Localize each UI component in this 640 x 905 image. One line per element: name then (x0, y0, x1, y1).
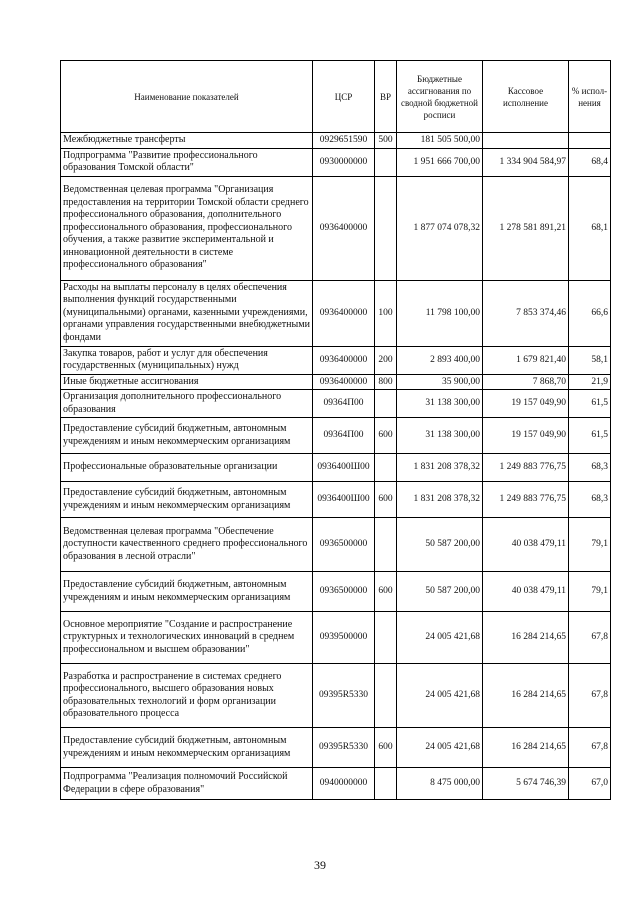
row-cash: 1 679 821,40 (483, 346, 569, 374)
table-row (61, 346, 611, 374)
row-name: Ведомственная целевая программа "Обеспечение доступности качественного среднего профессионального образования в лесной отрасли" (61, 518, 313, 572)
row-name: Разработка и распространение в системах среднего профессионального, высшего образования новых образовательных технологий и форм организации образовательного процесса (61, 664, 313, 728)
table-row (61, 148, 611, 176)
table-row (61, 728, 611, 768)
table-row (61, 454, 611, 482)
row-budget: 181 505 500,00 (397, 133, 483, 149)
row-percent: 67,8 (569, 728, 611, 768)
row-vr: 100 (375, 280, 397, 346)
row-csr: 0930000000 (313, 148, 375, 176)
table-row (61, 482, 611, 518)
row-percent: 68,3 (569, 454, 611, 482)
row-cash (483, 133, 569, 149)
row-vr (375, 454, 397, 482)
row-percent: 67,8 (569, 612, 611, 664)
row-budget: 1 831 208 378,32 (397, 482, 483, 518)
row-csr: 09364П00 (313, 418, 375, 454)
row-budget: 1 831 208 378,32 (397, 454, 483, 482)
row-csr: 0936400000 (313, 176, 375, 280)
row-cash: 16 284 214,65 (483, 728, 569, 768)
row-csr: 09395R5330 (313, 664, 375, 728)
header-csr: ЦСР (313, 61, 375, 133)
row-vr (375, 768, 397, 800)
table-row (61, 518, 611, 572)
row-vr: 600 (375, 728, 397, 768)
row-percent: 79,1 (569, 572, 611, 612)
row-budget: 2 893 400,00 (397, 346, 483, 374)
row-percent: 58,1 (569, 346, 611, 374)
table-row (61, 418, 611, 454)
table-row (61, 176, 611, 280)
row-budget: 1 951 666 700,00 (397, 148, 483, 176)
row-cash: 1 334 904 584,97 (483, 148, 569, 176)
row-csr: 0936400Ш00 (313, 482, 375, 518)
row-percent (569, 133, 611, 149)
row-name: Предоставление субсидий бюджетным, автономным учреждениям и иным некоммерческим организациям (61, 728, 313, 768)
row-name: Подпрограмма "Реализация полномочий Российской Федерации в сфере образования" (61, 768, 313, 800)
row-cash: 7 868,70 (483, 374, 569, 390)
row-name: Подпрограмма "Развитие профессионального образования Томской области" (61, 148, 313, 176)
row-csr: 0936400000 (313, 280, 375, 346)
header-budget: Бюджетные ассигнования по сводной бюджетной росписи (397, 61, 483, 133)
row-budget: 24 005 421,68 (397, 664, 483, 728)
row-percent: 68,3 (569, 482, 611, 518)
budget-execution-table (60, 60, 611, 800)
row-budget: 31 138 300,00 (397, 390, 483, 418)
row-cash: 19 157 049,90 (483, 390, 569, 418)
row-cash: 16 284 214,65 (483, 612, 569, 664)
row-budget: 50 587 200,00 (397, 572, 483, 612)
row-csr: 0936400000 (313, 374, 375, 390)
row-percent: 66,6 (569, 280, 611, 346)
row-cash: 7 853 374,46 (483, 280, 569, 346)
row-csr: 0936500000 (313, 518, 375, 572)
row-vr: 600 (375, 572, 397, 612)
row-cash: 5 674 746,39 (483, 768, 569, 800)
row-name: Предоставление субсидий бюджетным, автономным учреждениям и иным некоммерческим организациям (61, 572, 313, 612)
row-percent: 67,0 (569, 768, 611, 800)
header-name: Наименование показателей (61, 61, 313, 133)
row-name: Иные бюджетные ассигнования (61, 374, 313, 390)
row-percent: 79,1 (569, 518, 611, 572)
row-vr: 500 (375, 133, 397, 149)
row-name: Расходы на выплаты персоналу в целях обеспечения выполнения функций государственными (муниципальными) органами, казенными учреждениями, органами управления государственными внебюджетными фондами (61, 280, 313, 346)
table-row (61, 390, 611, 418)
row-csr: 09395R5330 (313, 728, 375, 768)
row-name: Профессиональные образовательные организации (61, 454, 313, 482)
row-cash: 1 249 883 776,75 (483, 454, 569, 482)
row-name: Закупка товаров, работ и услуг для обеспечения государственных (муниципальных) нужд (61, 346, 313, 374)
row-vr: 800 (375, 374, 397, 390)
row-percent: 68,1 (569, 176, 611, 280)
row-csr: 0936400Ш00 (313, 454, 375, 482)
row-budget: 31 138 300,00 (397, 418, 483, 454)
row-vr: 200 (375, 346, 397, 374)
row-vr (375, 176, 397, 280)
row-cash: 19 157 049,90 (483, 418, 569, 454)
row-cash: 16 284 214,65 (483, 664, 569, 728)
header-vr: ВР (375, 61, 397, 133)
row-csr: 0939500000 (313, 612, 375, 664)
row-vr (375, 390, 397, 418)
row-budget: 35 900,00 (397, 374, 483, 390)
row-vr (375, 612, 397, 664)
row-name: Ведомственная целевая программа "Организация предоставления на территории Томской области среднего профессионального образования, дополнительного профессионального образования, профессионального обучения, а также развитие экспериментальной и инновационной деятельности в системе профессионального образования" (61, 176, 313, 280)
table-row (61, 572, 611, 612)
header-percent: % испол-нения (569, 61, 611, 133)
row-budget: 8 475 000,00 (397, 768, 483, 800)
row-budget: 50 587 200,00 (397, 518, 483, 572)
row-vr: 600 (375, 482, 397, 518)
row-csr: 0936400000 (313, 346, 375, 374)
row-name: Основное мероприятие "Создание и распространение структурных и технологических инноваций в среднем профессиональном и высшем образовании" (61, 612, 313, 664)
row-percent: 67,8 (569, 664, 611, 728)
row-vr (375, 518, 397, 572)
row-name: Предоставление субсидий бюджетным, автономным учреждениям и иным некоммерческим организациям (61, 418, 313, 454)
row-cash: 40 038 479,11 (483, 572, 569, 612)
header-cash: Кассовое исполнение (483, 61, 569, 133)
row-percent: 21,9 (569, 374, 611, 390)
table-row (61, 374, 611, 390)
table-row (61, 280, 611, 346)
row-vr (375, 664, 397, 728)
table-row (61, 133, 611, 149)
row-vr: 600 (375, 418, 397, 454)
row-budget: 24 005 421,68 (397, 612, 483, 664)
page-number: 39 (314, 858, 326, 872)
row-budget: 1 877 074 078,32 (397, 176, 483, 280)
table-row (61, 664, 611, 728)
row-budget: 24 005 421,68 (397, 728, 483, 768)
row-cash: 1 278 581 891,21 (483, 176, 569, 280)
row-budget: 11 798 100,00 (397, 280, 483, 346)
row-name: Межбюджетные трансферты (61, 133, 313, 149)
row-csr: 0936500000 (313, 572, 375, 612)
row-name: Организация дополнительного профессионального образования (61, 390, 313, 418)
table-header-row (61, 61, 611, 133)
row-csr: 0929651590 (313, 133, 375, 149)
table-row (61, 612, 611, 664)
row-cash: 1 249 883 776,75 (483, 482, 569, 518)
row-percent: 68,4 (569, 148, 611, 176)
row-cash: 40 038 479,11 (483, 518, 569, 572)
row-percent: 61,5 (569, 390, 611, 418)
row-vr (375, 148, 397, 176)
table-row (61, 768, 611, 800)
row-percent: 61,5 (569, 418, 611, 454)
row-name: Предоставление субсидий бюджетным, автономным учреждениям и иным некоммерческим организациям (61, 482, 313, 518)
row-csr: 09364П00 (313, 390, 375, 418)
row-csr: 0940000000 (313, 768, 375, 800)
